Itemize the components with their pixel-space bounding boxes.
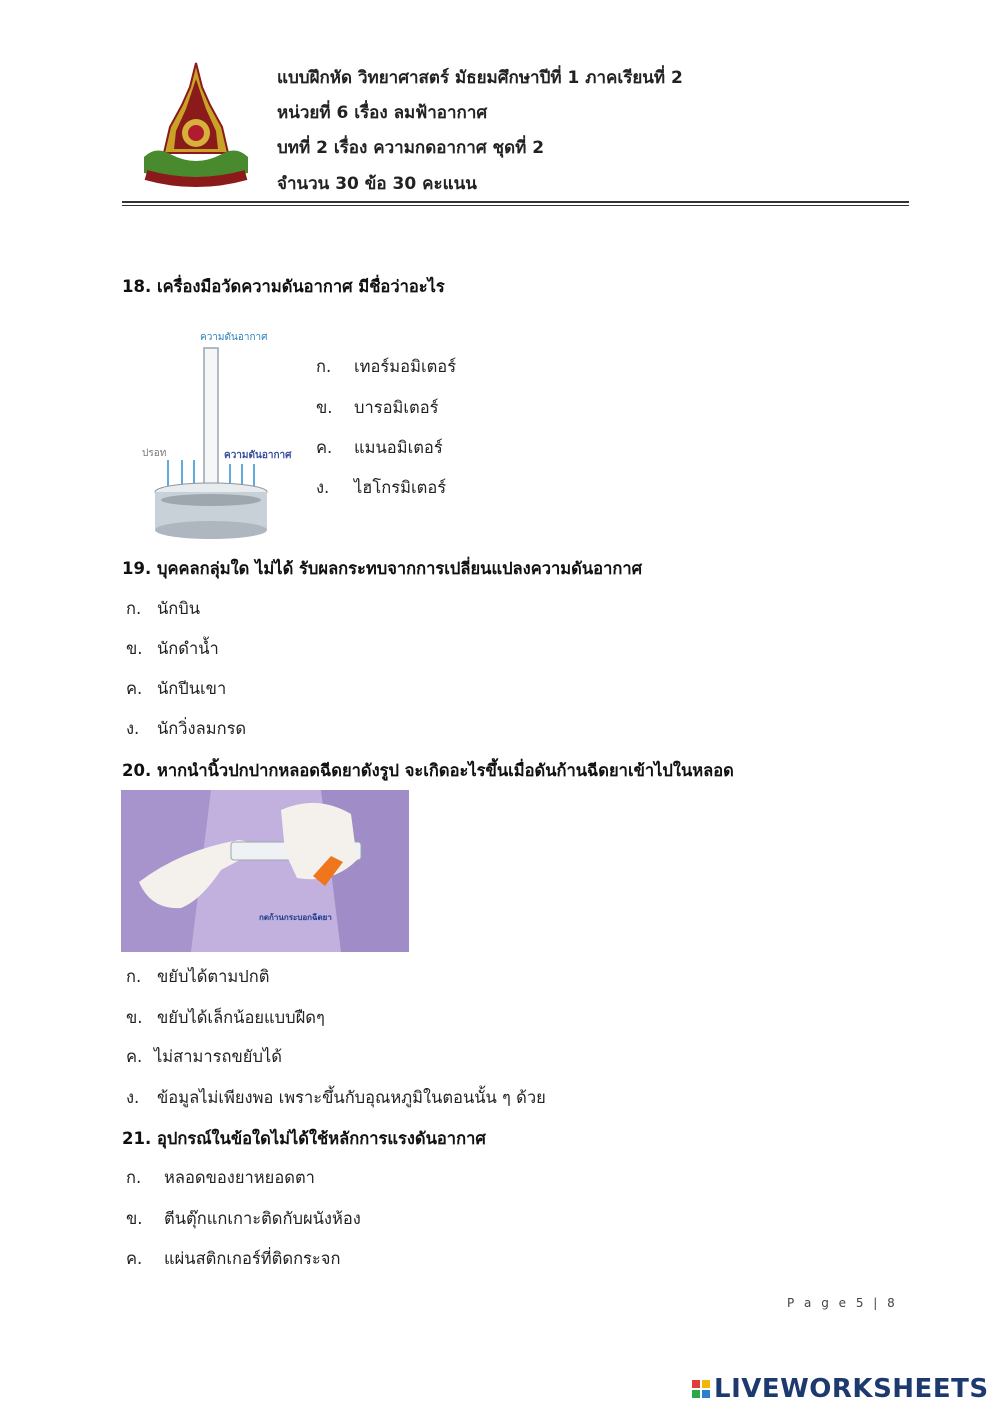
option-label: ค. xyxy=(126,1249,143,1268)
option-text: แผ่นสติกเกอร์ที่ติดกระจก xyxy=(164,1249,341,1268)
liveworksheets-logo-icon xyxy=(692,1380,710,1398)
option-label: ก. xyxy=(316,357,332,376)
header-title-line4: จำนวน 30 ข้อ 30 คะแนน xyxy=(277,174,477,194)
liveworksheets-text: LIVEWORKSHEETS xyxy=(714,1374,989,1404)
option-text: ขยับได้เล็กน้อยแบบฝืดๆ xyxy=(157,1008,325,1027)
option-text: ไฮโกรมิเตอร์ xyxy=(354,478,447,497)
option-text: ข้อมูลไม่เพียงพอ เพราะขึ้นกับอุณหภูมิในตอนนั้น ๆ ด้วย xyxy=(157,1088,546,1107)
syringe-photo xyxy=(121,790,409,952)
q19-option-c[interactable] xyxy=(126,676,226,702)
option-text: ตีนตุ๊กแกเกาะติดกับผนังห้อง xyxy=(164,1209,361,1228)
question-21: 21. อุปกรณ์ในข้อใดไม่ได้ใช้หลักการแรงดันอากาศ xyxy=(122,1129,486,1148)
option-label: ก. xyxy=(126,1168,142,1187)
header-title-line1: แบบฝึกหัด วิทยาศาสตร์ มัธยมศึกษาปีที่ 1 ภาคเรียนที่ 2 xyxy=(277,68,683,88)
option-label: ค. xyxy=(316,438,333,457)
option-label: ข. xyxy=(126,639,143,658)
option-label: ค. xyxy=(126,1047,143,1066)
q18-option-c[interactable] xyxy=(316,435,443,461)
option-label: ง. xyxy=(126,719,140,738)
school-logo xyxy=(136,57,256,197)
option-label: ก. xyxy=(126,967,142,986)
figure-label-top: ความดันอากาศ xyxy=(200,332,268,343)
header-title-line3: บทที่ 2 เรื่อง ความกดอากาศ ชุดที่ 2 xyxy=(277,138,545,158)
question-19: 19. บุคคลกลุ่มใด ไม่ได้ รับผลกระทบจากการเปลี่ยนแปลงความดันอากาศ xyxy=(122,559,643,578)
q18-option-a[interactable] xyxy=(316,354,456,380)
option-label: ง. xyxy=(126,1088,140,1107)
option-text: หลอดของยาหยอดตา xyxy=(164,1168,315,1187)
q19-option-b[interactable] xyxy=(126,636,219,662)
option-label: ข. xyxy=(126,1008,143,1027)
option-text: นักบิน xyxy=(157,599,201,618)
liveworksheets-brand xyxy=(692,1374,989,1404)
q21-option-a[interactable] xyxy=(126,1165,315,1191)
figure-label-left: ปรอท xyxy=(142,448,167,459)
option-text: บารอมิเตอร์ xyxy=(354,398,439,417)
q18-option-b[interactable] xyxy=(316,395,439,421)
option-label: ค. xyxy=(126,679,143,698)
header-title-line2: หน่วยที่ 6 เรื่อง ลมฟ้าอากาศ xyxy=(277,103,488,123)
q19-option-a[interactable] xyxy=(126,596,200,622)
page-number: P a g e 5 | 8 xyxy=(787,1296,898,1310)
figure-label-side: ความดันอากาศ xyxy=(224,450,292,461)
option-label: ข. xyxy=(316,398,333,417)
q20-option-a[interactable] xyxy=(126,964,269,990)
option-text: นักวิ่งลมกรด xyxy=(157,719,247,738)
photo-caption: กดก้านกระบอกฉีดยา xyxy=(259,913,332,922)
option-text: นักดำน้ำ xyxy=(157,639,219,658)
header-divider-thin xyxy=(122,205,909,206)
q19-option-d[interactable] xyxy=(126,716,246,742)
option-text: แมนอมิเตอร์ xyxy=(354,438,443,457)
q20-option-d[interactable] xyxy=(126,1085,546,1111)
q20-option-c[interactable] xyxy=(126,1044,282,1070)
option-text: นักปีนเขา xyxy=(157,679,227,698)
option-label: ก. xyxy=(126,599,142,618)
q18-option-d[interactable] xyxy=(316,475,446,501)
q21-option-c[interactable] xyxy=(126,1246,340,1272)
option-text: ขยับได้ตามปกติ xyxy=(157,967,270,986)
question-18: 18. เครื่องมือวัดความดันอากาศ มีชื่อว่าอะไร xyxy=(122,277,445,296)
question-20: 20. หากนำนิ้วปกปากหลอดฉีดยาดังรูป จะเกิดอะไรขึ้นเมื่อดันก้านฉีดยาเข้าไปในหลอด xyxy=(122,761,734,780)
q20-option-b[interactable] xyxy=(126,1005,325,1031)
option-text: ไม่สามารถขยับได้ xyxy=(154,1047,282,1066)
q21-option-b[interactable] xyxy=(126,1206,361,1232)
barometer-figure xyxy=(140,326,300,540)
header-divider xyxy=(122,201,909,203)
option-text: เทอร์มอมิเตอร์ xyxy=(354,357,457,376)
option-label: ง. xyxy=(316,478,330,497)
option-label: ข. xyxy=(126,1209,143,1228)
